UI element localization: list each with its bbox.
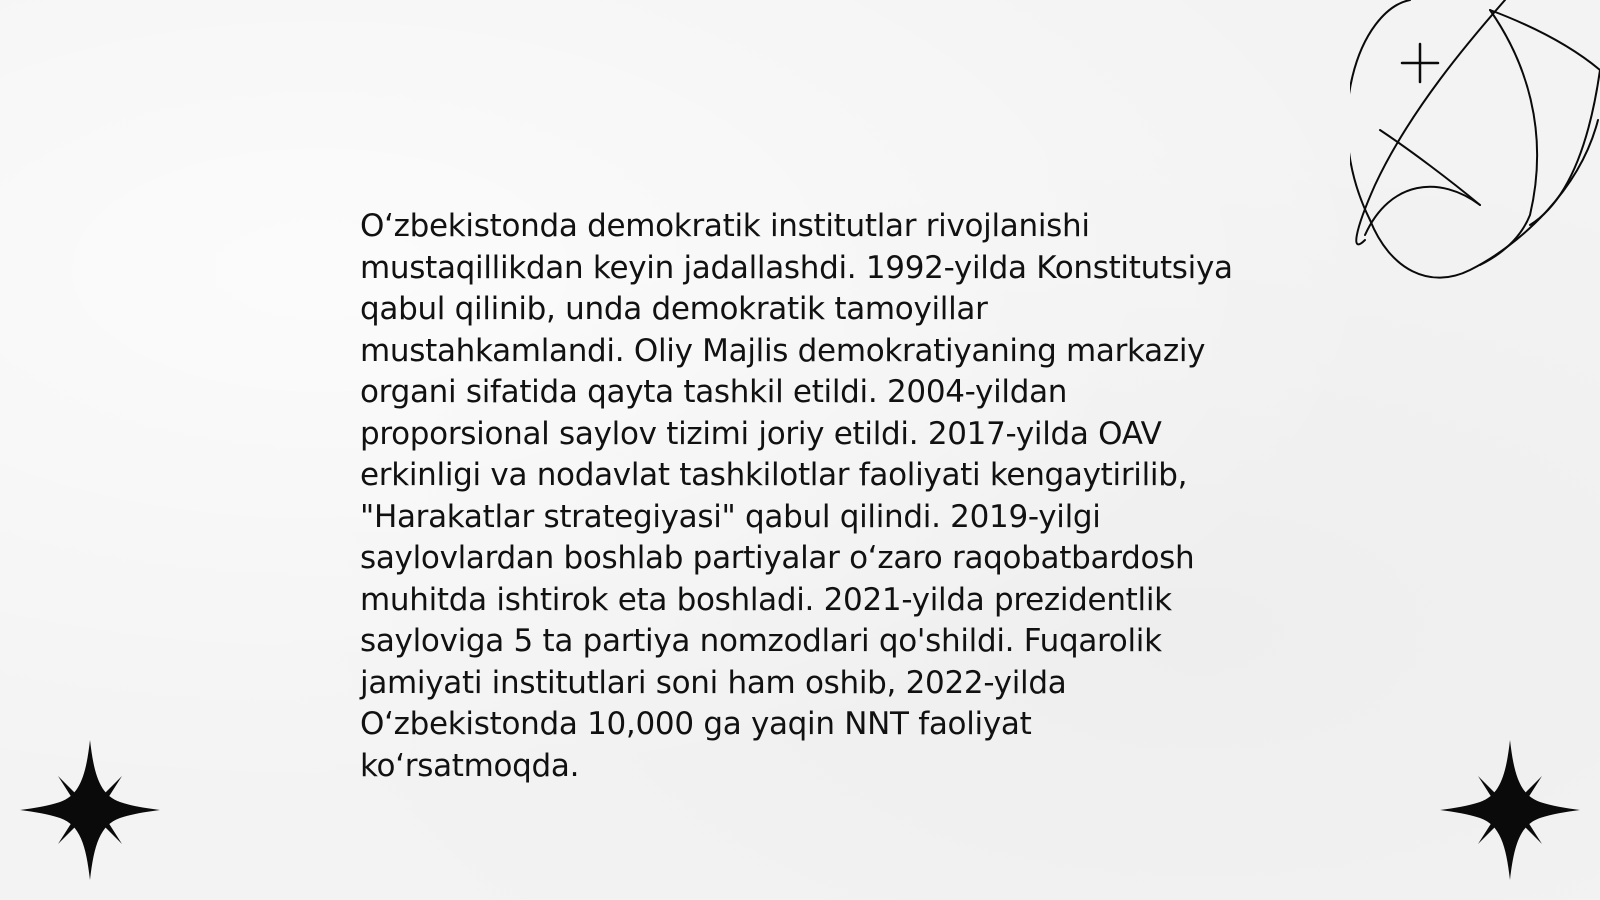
right-four-point-star-icon [1440,740,1580,880]
sparkle-icon [1402,44,1438,82]
slide-body-text: O‘zbekistonda demokratik institutlar rivojlanishi mustaqillikdan keyin jadallashdi. 1992-yilda Konstitutsiya qabul qilinib, unda demokratik tamoyillar mustahkamlandi. Oliy Majlis demokratiyaning markaziy organi sifatida qayta tashkil etildi. 2004-yildan proporsional saylov tizimi joriy etildi. 2017-yilda OAV erkinligi va nodavlat tashkilotlar faoliyati kengaytirilib, "Harakatlar strategiyasi" qabul qilindi. 2019-yilgi saylovlardan boshlab partiyalar o‘zaro raqobatbardosh muhitda ishtirok eta boshladi. 2021-yilda prezidentlik sayloviga 5 ta partiya nomzodlari qo'shildi. Fuqarolik jamiyati institutlari soni ham oshib, 2022-yilda O‘zbekistonda 10,000 ga yaqin NNT faoliyat ko‘rsatmoqda. [360,208,1233,784]
orbit-lines-icon [1350,0,1600,290]
left-four-point-star-icon [20,740,160,880]
